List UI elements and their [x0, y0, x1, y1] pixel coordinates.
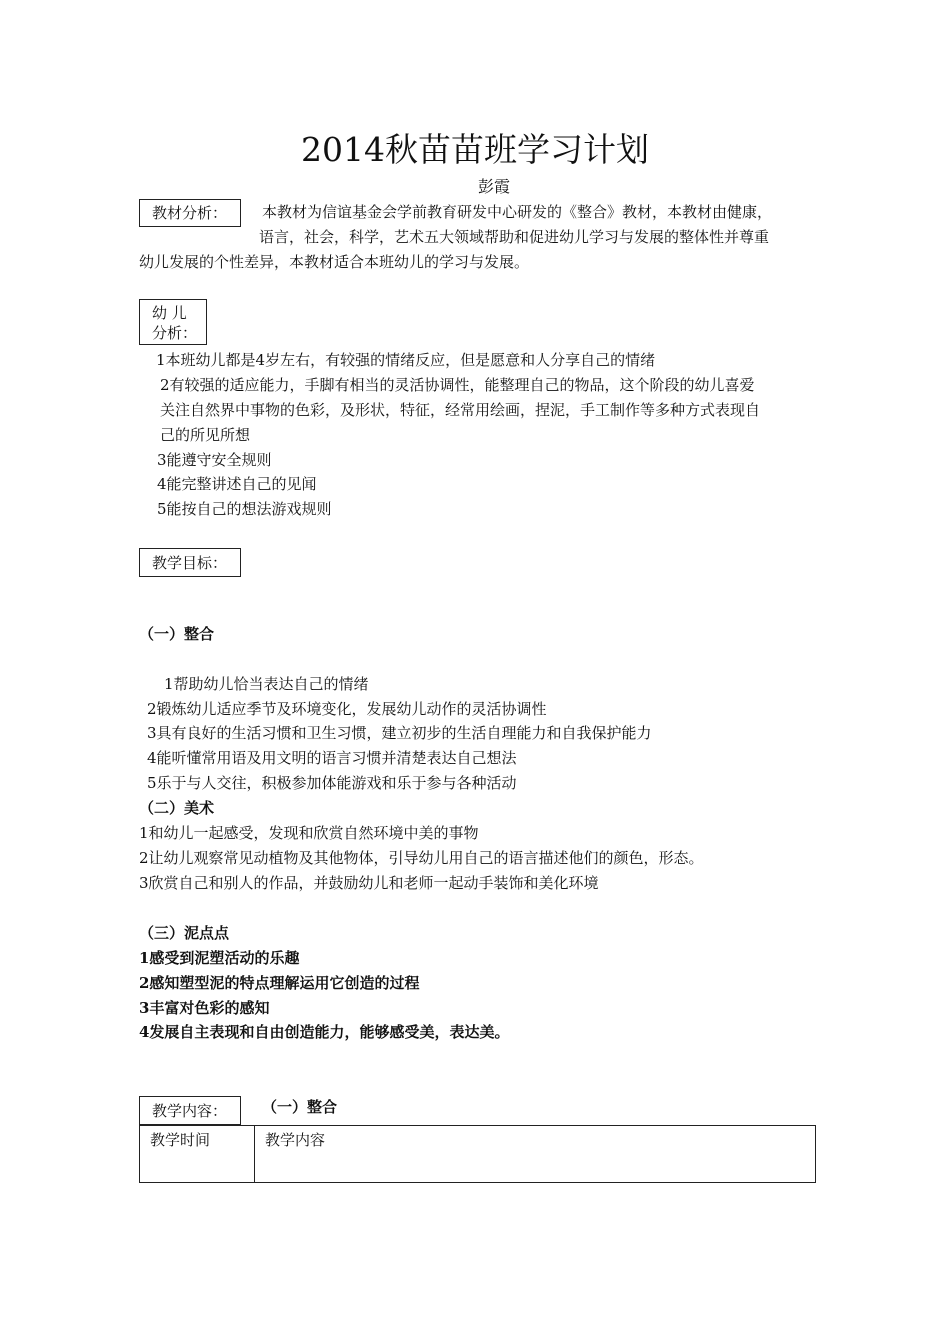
child-analysis-label: 幼 儿 分析： [139, 299, 207, 345]
material-analysis-line-1: 本教材为信谊基金会学前教育研发中心研发的《整合》教材，本教材由健康， [262, 203, 773, 221]
teaching-content-label: 教学内容： [139, 1096, 241, 1125]
goals-item: 3丰富对色彩的感知 [139, 999, 270, 1017]
goals-item: 4能听懂常用语及用文明的语言习惯并清楚表达自己想法 [147, 749, 517, 767]
child-analysis-item: 4能完整讲述自己的见闻 [157, 475, 317, 493]
teaching-goals-label: 教学目标： [139, 548, 241, 577]
goals-item: 2让幼儿观察常见动植物及其他物体，引导幼儿用自己的语言描述他们的颜色，形态。 [139, 849, 704, 867]
child-analysis-item: 5能按自己的想法游戏规则 [157, 500, 332, 518]
goals-item: 1感受到泥塑活动的乐趣 [139, 949, 300, 967]
material-analysis-line-3: 幼儿发展的个性差异，本教材适合本班幼儿的学习与发展。 [139, 253, 530, 271]
table-row [140, 1126, 816, 1183]
content-section-heading: （一）整合 [262, 1098, 338, 1116]
goals-section-heading: （三）泥点点 [139, 924, 230, 942]
child-analysis-item: 3能遵守安全规则 [157, 451, 272, 469]
table-header-time: 教学时间 [140, 1126, 255, 1183]
author-name: 彭霞 [478, 177, 511, 196]
content-table [139, 1125, 816, 1183]
goals-item: 1和幼儿一起感受，发现和欣赏自然环境中美的事物 [139, 824, 479, 842]
goals-item: 3具有良好的生活习惯和卫生习惯，建立初步的生活自理能力和自我保护能力 [147, 724, 652, 742]
page-title: 2014秋苗苗班学习计划 [301, 130, 649, 169]
goals-section-heading: （一）整合 [139, 625, 215, 643]
goals-section-heading: （二）美术 [139, 799, 215, 817]
goals-item: 5乐于与人交往，积极参加体能游戏和乐于参与各种活动 [147, 774, 517, 792]
goals-item: 2感知塑型泥的特点理解运用它创造的过程 [139, 974, 420, 992]
child-analysis-item: 己的所见所想 [160, 426, 251, 444]
goals-item: 2锻炼幼儿适应季节及环境变化，发展幼儿动作的灵活协调性 [147, 700, 547, 718]
goals-item: 3欣赏自己和别人的作品，并鼓励幼儿和老师一起动手装饰和美化环境 [139, 874, 599, 892]
material-analysis-label: 教材分析： [139, 199, 241, 227]
goals-item: 4发展自主表现和自由创造能力，能够感受美，表达美。 [139, 1023, 510, 1041]
child-analysis-item: 1本班幼儿都是4岁左右，有较强的情绪反应，但是愿意和人分享自己的情绪 [156, 351, 656, 369]
table-header-content: 教学内容 [255, 1126, 816, 1183]
child-analysis-item: 关注自然界中事物的色彩，及形状，特征，经常用绘画，捏泥，手工制作等多种方式表现自 [160, 401, 761, 419]
goals-item: 1帮助幼儿恰当表达自己的情绪 [164, 675, 369, 693]
child-analysis-item: 2有较强的适应能力，手脚有相当的灵活协调性，能整理自己的物品，这个阶段的幼儿喜爱 [160, 376, 755, 394]
material-analysis-line-2: 语言，社会，科学，艺术五大领域帮助和促进幼儿学习与发展的整体性并尊重 [259, 228, 770, 246]
